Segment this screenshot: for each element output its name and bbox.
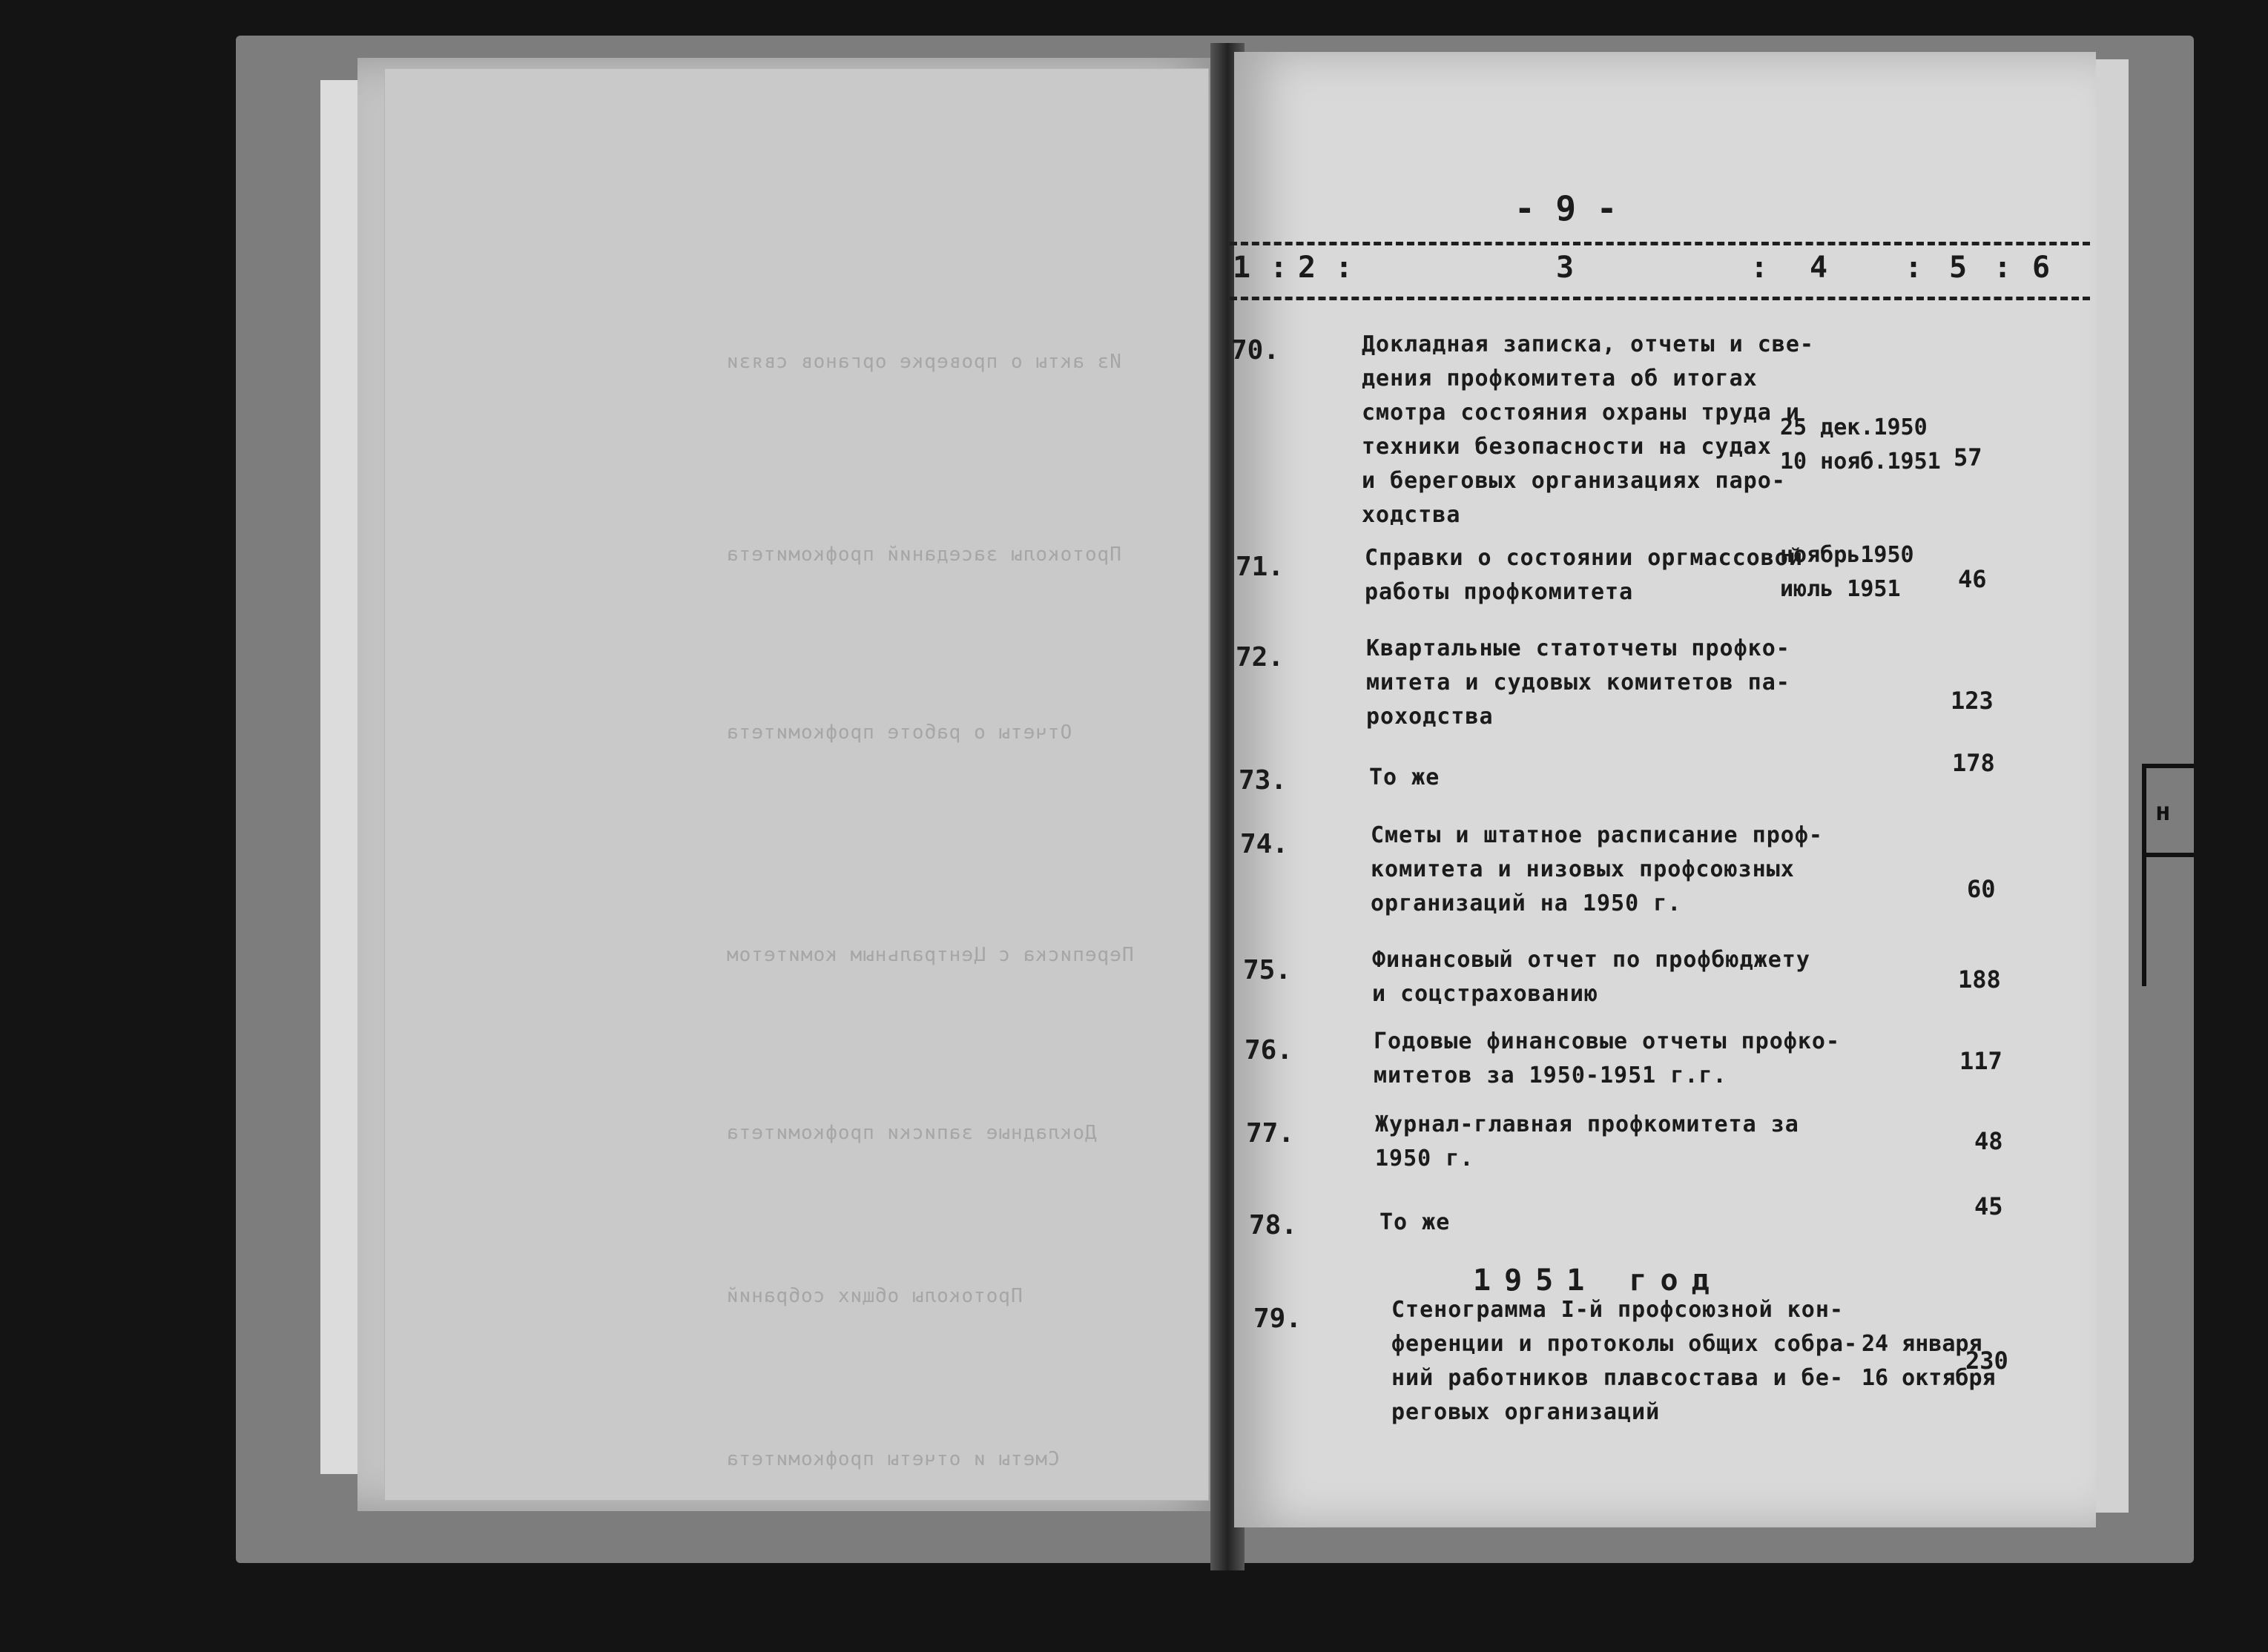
entry-description: Справки о состоянии оргмассовой работы профкомитета [1365, 545, 1803, 605]
entry-number: 79. [1253, 1304, 1302, 1334]
column-separator: : [1905, 251, 1923, 285]
entry-description: Квартальные статотчеты профко- митета и судовых комитетов па- роходства [1366, 635, 1790, 730]
entry-count: 46 [1958, 565, 1987, 593]
entry-count: 188 [1958, 965, 2001, 994]
header-rule-bottom [1230, 297, 2090, 300]
entry-description: Докладная записка, отчеты и све- дения профкомитета об итогах смотра состояния охраны труда и техники безопасности на судах и береговых организациях паро- ходства [1362, 331, 1814, 528]
bleed-text: Докладные записки профкомитета [726, 1122, 1097, 1144]
column-header-6: 6 [2032, 251, 2051, 285]
entry-number: 70. [1231, 335, 1280, 366]
entry-count: 57 [1954, 443, 1982, 472]
left-page [357, 58, 1224, 1511]
entry-number: 71. [1236, 552, 1285, 582]
entry-description: Стенограмма I-й профсоюзной кон- ференции и протоколы общих собра- ний работников плавсостава и бе- реговых организаций [1391, 1297, 1859, 1425]
bleed-text: Переписка с Центральным комитетом [726, 944, 1134, 966]
column-header-5: 5 [1949, 251, 1968, 285]
tab-strip [2142, 764, 2146, 986]
entry-count: 123 [1951, 687, 1994, 715]
page-number: - 9 - [1514, 188, 1618, 228]
entry-description: Годовые финансовые отчеты профко- митетов за 1950-1951 г.г. [1374, 1028, 1841, 1088]
entry-number: 72. [1236, 642, 1285, 673]
column-header-2: 2 [1298, 251, 1316, 285]
entry-dates: 24 января 16 октября [1862, 1331, 1996, 1391]
column-separator: : [1750, 251, 1769, 285]
entry-description: Журнал-главная профкомитета за 1950 г. [1375, 1111, 1799, 1172]
column-separator: : [1994, 251, 2012, 285]
entry-count: 117 [1959, 1047, 2002, 1075]
entry-description: Финансовый отчет по профбюджету и соцстрахованию [1372, 947, 1810, 1007]
tab-strip [2142, 764, 2194, 768]
entry-number: 74. [1240, 829, 1289, 859]
entry-count: 230 [1965, 1347, 2008, 1375]
entry-dates: 25 дек.1950 10 нояб.1951 [1780, 414, 1941, 475]
column-header-4: 4 [1810, 251, 1828, 285]
bleed-text: Сметы и отчеты профкомитета [726, 1448, 1060, 1470]
entry-dates: ноябрь1950 июль 1951 [1780, 542, 1914, 602]
entry-count: 45 [1974, 1192, 2003, 1220]
entry-number: 75. [1243, 955, 1292, 985]
entry-description: То же [1379, 1209, 1451, 1235]
entry-number: 76. [1245, 1035, 1293, 1065]
entry-description: Сметы и штатное расписание проф- комитета и низовых профсоюзных организаций на 1950 г. [1371, 822, 1823, 916]
entry-description: То же [1369, 764, 1440, 790]
column-header-1: 1 [1233, 251, 1251, 285]
left-page-paper [384, 68, 1209, 1501]
entry-count: 178 [1952, 749, 1995, 777]
side-letter: н [2155, 797, 2171, 827]
bleed-text: Из акты о проверке органов связи [726, 351, 1121, 373]
bleed-text: Протоколы общих собраний [726, 1285, 1023, 1307]
bleed-text: Протоколы заседаний профкомитета [726, 543, 1121, 566]
tab-strip [2142, 853, 2194, 857]
column-separator: : [1335, 251, 1354, 285]
entry-number: 77. [1246, 1118, 1295, 1149]
column-header-3: 3 [1556, 251, 1575, 285]
entry-count: 48 [1974, 1127, 2003, 1155]
column-separator: : [1270, 251, 1288, 285]
entry-number: 73. [1239, 765, 1288, 796]
year-heading: 1951 год [1473, 1263, 1723, 1298]
header-rule-top [1230, 242, 2090, 245]
entry-number: 78. [1249, 1210, 1298, 1240]
bleed-text: Отчеты о работе профкомитета [726, 721, 1072, 744]
entry-count: 60 [1967, 875, 1996, 903]
